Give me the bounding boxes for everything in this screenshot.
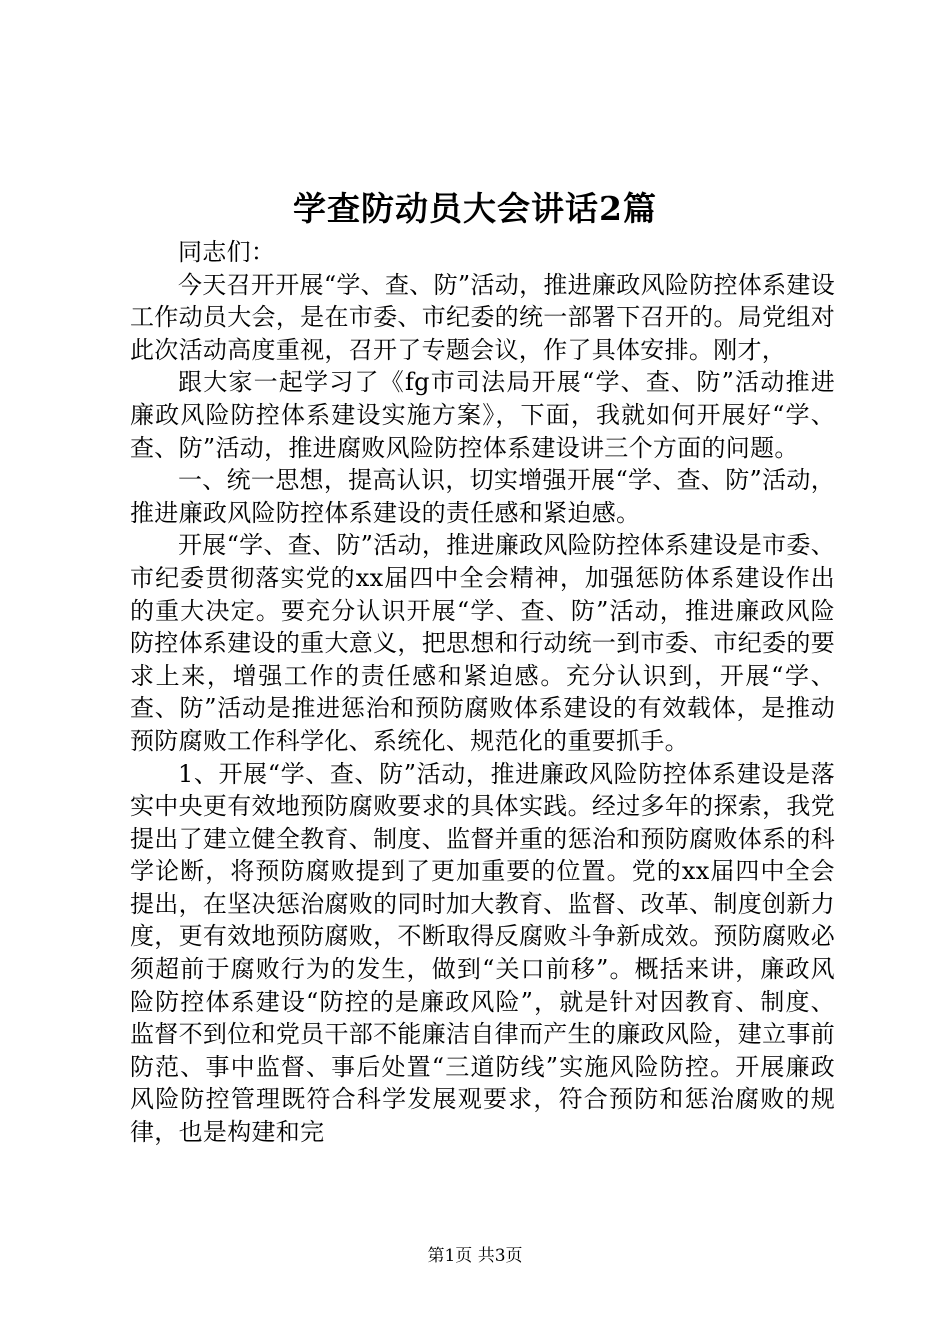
- paragraph: 跟大家一起学习了《fg市司法局开展“学、查、防”活动推进廉政风险防控体系建设实施方案》，下面，我就如何开展好“学、查、防”活动，推进腐败风险防控体系建设讲三个方面的问题。: [130, 368, 835, 462]
- paragraph: 1、开展“学、查、防”活动，推进廉政风险防控体系建设是落实中央更有效地预防腐败要求的具体实践。经过多年的探索，我党提出了建立健全教育、制度、监督并重的惩治和预防腐败体系的科学论断，将预防腐败提到了更加重要的位置。党的xx届四中全会提出，在坚决惩治腐败的同时加大教育、监督、改革、制度创新力度，更有效地预防腐败，不断取得反腐败斗争新成效。预防腐败必须超前于腐败行为的发生，做到“关口前移”。概括来讲，廉政风险防控体系建设“防控的是廉政风险”，就是针对因教育、制度、监督不到位和党员干部不能廉洁自律而产生的廉政风险，建立事前防范、事中监督、事后处置“三道防线”实施风险防控。开展廉政风险防控管理既符合科学发展观要求，符合预防和惩治腐败的规律，也是构建和完: [130, 759, 835, 1147]
- section-heading: 一、统一思想，提高认识，切实增强开展“学、查、防”活动，推进廉政风险防控体系建设的责任感和紧迫感。: [130, 466, 835, 527]
- paragraph-salutation: 同志们：: [178, 238, 276, 266]
- document-title: 学查防动员大会讲话2篇: [293, 189, 657, 228]
- document-body: [130, 236, 835, 1149]
- paragraph: 今天召开开展“学、查、防”活动，推进廉政风险防控体系建设工作动员大会，是在市委、市纪委的统一部署下召开的。局党组对此次活动高度重视，召开了专题会议，作了具体安排。刚才，: [130, 270, 835, 364]
- paragraph: 开展“学、查、防”活动，推进廉政风险防控体系建设是市委、市纪委贯彻落实党的xx届四中全会精神，加强惩防体系建设作出的重大决定。要充分认识开展“学、查、防”活动，推进廉政风险防控体系建设的重大意义，把思想和行动统一到市委、市纪委的要求上来，增强工作的责任感和紧迫感。充分认识到，开展“学、查、防”活动是推进惩治和预防腐败体系建设的有效载体，是推动预防腐败工作科学化、系统化、规范化的重要抓手。: [130, 531, 835, 755]
- page-number-footer: 第1页 共3页: [427, 1246, 523, 1266]
